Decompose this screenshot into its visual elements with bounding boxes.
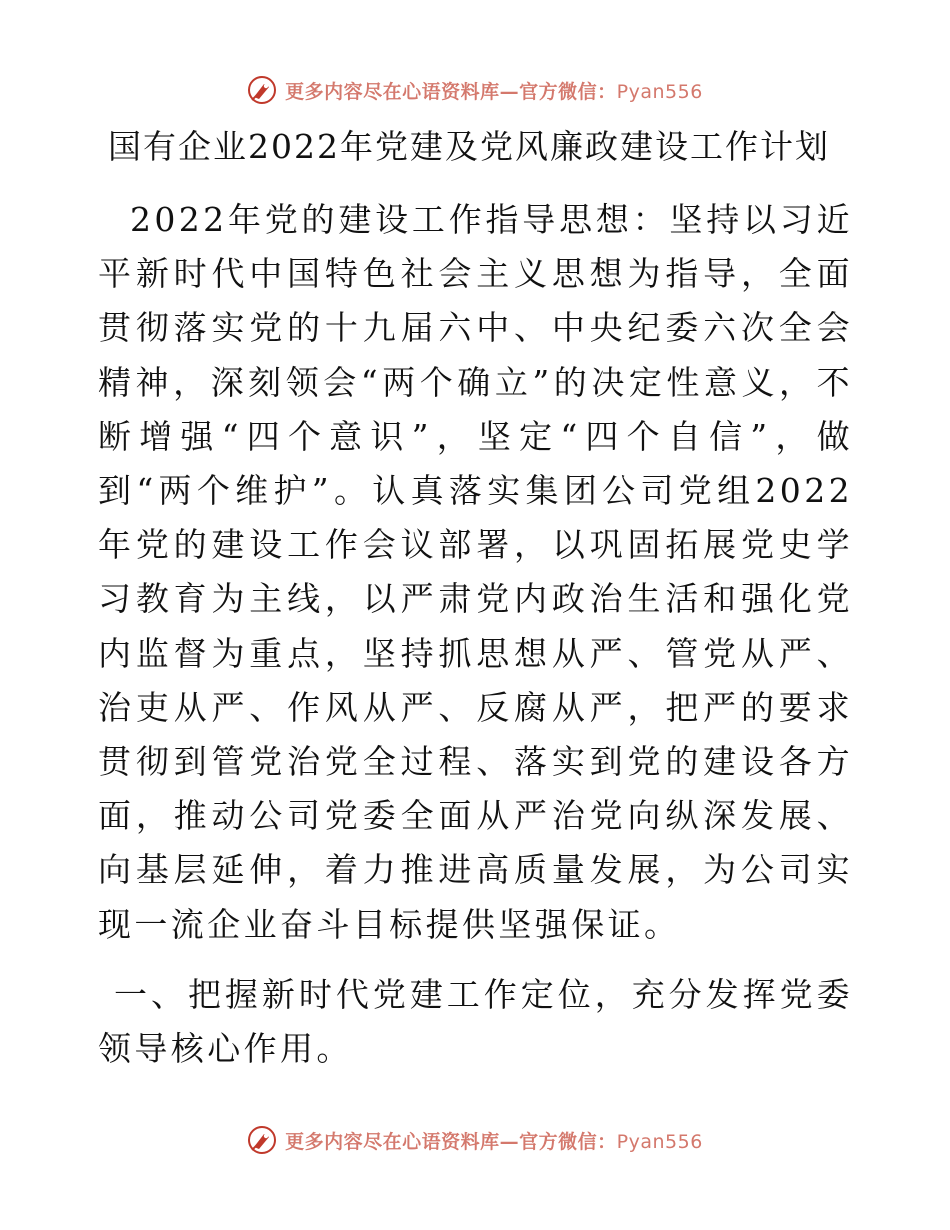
document-title: 国有企业2022年党建及党风廉政建设工作计划 — [108, 127, 830, 166]
watermark-header — [0, 70, 950, 110]
watermark-text: 更多内容尽在心语资料库—官方微信：Pyan556 — [285, 80, 703, 103]
pen-nib-logo-icon — [247, 1125, 277, 1155]
section-heading-one: 一、把握新时代党建工作定位，充分发挥党委领导核心作用。 — [98, 975, 853, 1069]
pen-nib-logo-icon — [247, 75, 277, 105]
watermark-text: 更多内容尽在心语资料库—官方微信：Pyan556 — [285, 1130, 703, 1153]
wechat-id: Pyan556 — [616, 1130, 703, 1153]
watermark-footer — [0, 1120, 950, 1160]
wechat-id: Pyan556 — [616, 80, 703, 103]
paragraph-guiding-thought: 2022年党的建设工作指导思想：坚持以习近平新时代中国特色社会主义思想为指导，全面贯彻落实党的十九届六中、中央纪委六次全会精神，深刻领会“两个确立”的决定性意义，不断增强“四个意识”，坚定“四个自信”，做到“两个维护”。认真落实集团公司党组2022年党的建设工作会议部署，以巩固拓展党史学习教育为主线，以严肃党内政治生活和强化党内监督为重点，坚持抓思想从严、管党从严、治吏从严、作风从严、反腐从严，把严的要求贯彻到管党治党全过程、落实到党的建设各方面，推动公司党委全面从严治党向纵深发展、向基层延伸，着力推进高质量发展，为公司实现一流企业奋斗目标提供坚强保证。 — [98, 200, 853, 944]
